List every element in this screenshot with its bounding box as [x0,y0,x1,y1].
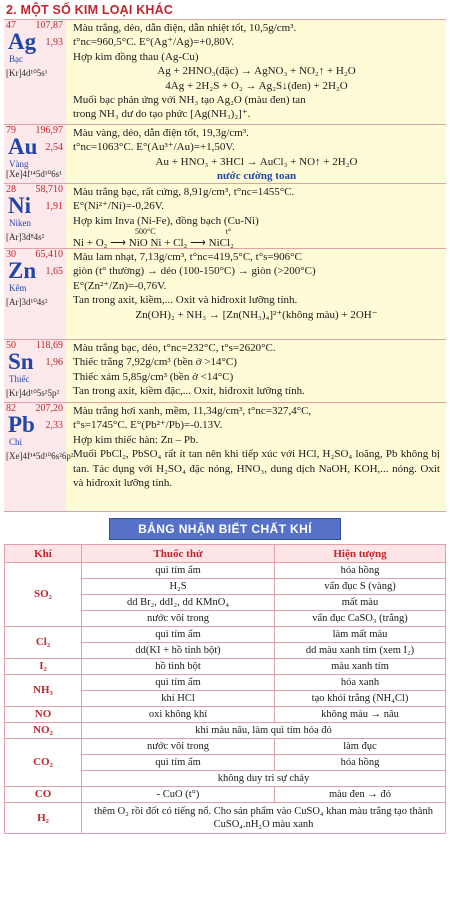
phenomenon-cell: dd màu xanh tím (xem I₂) [275,643,446,659]
merged-cell: thêm O₂ rồi đốt có tiếng nổ. Cho sản phẩm vào CuSO₄ khan màu trắng tạo thành CuSO₄.nH₂O màu xanh [82,803,446,834]
electron-config: [Kr]4d¹⁰5s¹ [6,68,48,78]
description-line: Tan trong axit, kiềm,... Oxit và hiđroxit lưỡng tính. [73,294,298,307]
header-phenomenon: Hiện tượng [275,545,446,563]
element-name: Kẽm [9,283,27,293]
electronegativity: 2,33 [45,420,63,431]
header-gas: Khí [5,545,82,563]
phenomenon-cell: màu đen → đỏ [275,787,446,803]
phenomenon-cell: tạo khói trắng (NH₄Cl) [275,691,446,707]
reagent-cell: quì tím ẩm [82,627,275,643]
description-line: t°nc=960,5°C. E°(Ag⁺/Ag)=+0,80V. [73,36,235,49]
description-line: Màu trắng bạc, rất cứng, 8,91g/cm³, t°nc=1455°C. [73,186,295,198]
atomic-mass: 65,410 [35,249,63,260]
atomic-mass: 118,69 [35,340,63,351]
electronegativity: 1,96 [45,357,63,368]
description-line: Au + HNO₃ + 3HCl → AuCl₃ + NO↑ + 2H₂O [155,155,358,168]
table-row [5,787,446,803]
phenomenon-cell: làm mất màu [275,627,446,643]
description-line: nước cường toan [216,170,297,183]
electron-config: [Xe]4f¹⁴5d¹⁰6s¹ [6,169,62,179]
section-heading: 2. MỘT SỐ KIM LOẠI KHÁC [6,3,174,17]
gas-name-cell: H₂ [5,803,82,834]
atomic-mass: 58,710 [35,184,63,195]
reagent-cell: nước vôi trong [82,611,275,627]
element-name: Vàng [9,159,29,169]
phenomenon-cell: vẩn đục CaSO₃ (trắng) [275,611,446,627]
element-description [66,20,446,124]
phenomenon-cell: làm đục [275,739,446,755]
description-line: trong NH₃ dư do tạo phức [Ag(NH₃)₂]⁺. [73,108,251,121]
description-line: Tan trong axit, kiềm đặc,... Oxit, hiđroxit lưỡng tính. [73,385,305,398]
description-line: Màu trắng hơi xanh, mềm, 11,34g/cm³, t°nc=327,4°C, [73,405,312,417]
gas-name-cell: SO₂ [5,563,82,627]
element-card [4,184,446,249]
gas-name-cell: CO₂ [5,739,82,787]
element-badge [4,20,66,124]
element-symbol: Pb [8,412,35,437]
atomic-mass: 107,87 [35,20,63,31]
gas-name-cell: NH₃ [5,675,82,707]
element-description [66,340,446,402]
element-list [4,19,446,512]
electronegativity: 2,54 [45,142,63,153]
merged-cell: không duy trì sự cháy [82,771,446,787]
element-name: Bạc [9,54,23,64]
gas-name-cell: NO₂ [5,723,82,739]
electronegativity: 1,65 [45,266,63,277]
gas-name-cell: I₂ [5,659,82,675]
electron-config: [Xe]4f¹⁴5d¹⁰6s²6p² [6,451,74,461]
atomic-number: 82 [6,403,16,414]
element-card [4,340,446,403]
element-symbol: Ag [8,29,37,54]
element-card [4,249,446,340]
element-badge [4,403,74,511]
description-line: Màu trắng, dẻo, dẫn điện, dẫn nhiệt tốt, 10,5g/cm³. [73,22,297,34]
gas-name-cell: CO [5,787,82,803]
gas-table-title: BẢNG NHẬN BIẾT CHẤT KHÍ [109,518,341,540]
description-line: Zn(OH)₂ + NH₃ → [Zn(NH₃)₄]²⁺(không màu) + 2OH⁻ [135,308,378,321]
phenomenon-cell: màu xanh tím [275,659,446,675]
element-badge [4,184,66,248]
reagent-cell: quì tím ẩm [82,675,275,691]
description-line: Muối bạc phản ứng với NH₃ tạo Ag₂O (màu đen) tan [73,94,306,107]
atomic-number: 47 [6,20,16,31]
electron-config: [Ar]3d¹⁰4s² [6,297,48,307]
description-line: E°(Ni²⁺/Ni)=-0,26V. [73,200,164,213]
gas-name-cell: NO [5,707,82,723]
reagent-cell: nước vôi trong [82,739,275,755]
element-name: Niken [9,218,31,228]
description-line: Thiếc xám 5,85g/cm³ (bền ở <14°C) [73,370,234,383]
element-description [66,249,446,339]
element-description [66,125,446,183]
phenomenon-cell: hóa hồng [275,755,446,771]
description-line: Màu lam nhạt, 7,13g/cm³, t°nc=419,5°C, t°s=906°C [73,251,302,263]
phenomenon-cell: không màu → nâu [275,707,446,723]
element-name: Thiếc [9,374,30,384]
element-symbol: Sn [8,349,34,374]
description-line: Hợp kim đồng thau (Ag-Cu) [73,50,199,63]
atomic-number: 79 [6,125,16,136]
description-line: 4Ag + 2H₂S + O₂ → Ag₂S↓(đen) + 2H₂O [165,79,348,92]
table-row [5,723,446,739]
merged-cell: khí màu nâu, làm quì tím hóa đỏ [82,723,446,739]
element-symbol: Zn [8,258,37,283]
atomic-number: 28 [6,184,16,195]
phenomenon-cell: hóa hồng [275,563,446,579]
electron-config: [Kr]4d¹⁰5s²5p² [6,388,60,398]
atomic-number: 30 [6,249,16,260]
description-line: giòn (t° thường) → dẻo (100-150°C) → giòn (>200°C) [73,265,316,278]
description-line: Ag + 2HNO₃(đặc) → AgNO₃ + NO₂↑ + H₂O [157,65,356,78]
description-line: t°nc=1063°C. E°(Au³⁺/Au)=+1,50V. [73,141,235,154]
phenomenon-cell: vẩn đục S (vàng) [275,579,446,595]
element-description [66,184,446,248]
element-badge [4,340,66,402]
element-card [4,403,446,512]
gas-name-cell: Cl₂ [5,627,82,659]
reagent-cell: quì tím ẩm [82,563,275,579]
table-row [5,627,446,643]
reagent-cell: dd Br₂, ddI₂, dd KMnO₄ [82,595,275,611]
header-reagent: Thuốc thử [82,545,275,563]
description-line: Hợp kim thiếc hàn: Zn – Pb. [73,433,199,446]
table-row [5,659,446,675]
description-line: E°(Zn²⁺/Zn)=-0,76V. [73,279,167,292]
description-line: Muối PbCl₂, PbSO₄ rất ít tan nên khi tiếp xúc với HCl, H₂SO₄ loãng, Pb không bị tan. Tác dụng với H₂SO₄ đặc nóng, HNO₃, dung dịch NaOH, KOH,... nóng. Oxit và hiđroxit lưỡng tính. [73,448,440,490]
element-badge [4,125,66,183]
element-symbol: Ni [8,193,31,218]
element-card [4,125,446,184]
reagent-cell: khí HCl [82,691,275,707]
electronegativity: 1,91 [45,201,63,212]
reagent-cell: oxi không khí [82,707,275,723]
description-line: 500°C t° [135,228,231,237]
element-description [66,403,446,511]
phenomenon-cell: hóa xanh [275,675,446,691]
table-row [5,675,446,691]
description-line: Hợp kim Inva (Ni-Fe), đồng bạch (Cu-Ni) [73,214,259,227]
description-line: Ni + O₂ ⟶ NiO Ni + Cl₂ ⟶ NiCl₂ [73,237,234,248]
reagent-cell: hồ tinh bột [82,659,275,675]
description-line: Màu trắng bạc, dẻo, t°nc=232°C, t°s=2620°C. [73,342,276,354]
description-line: t°s=1745°C. E°(Pb²⁺/Pb)=-0.13V. [73,419,223,432]
reagent-cell: H₂S [82,579,275,595]
atomic-mass: 196,97 [35,125,63,136]
element-badge [4,249,66,339]
reagent-cell: dd(KI + hồ tinh bột) [82,643,275,659]
element-name: Chì [9,437,23,447]
element-card [4,20,446,125]
table-row [5,803,446,834]
gas-identification-table [4,544,446,834]
electronegativity: 1,93 [45,37,63,48]
description-line: Màu vàng, dẻo, dẫn điện tốt, 19,3g/cm³. [73,127,249,139]
reagent-cell: quì tím ẩm [82,755,275,771]
atomic-mass: 207,20 [35,403,63,414]
phenomenon-cell: mất màu [275,595,446,611]
table-header-row [5,545,446,563]
element-symbol: Au [8,134,38,159]
table-row [5,739,446,755]
table-row [5,707,446,723]
description-line: Thiếc trắng 7,92g/cm³ (bền ở >14°C) [73,356,237,369]
reagent-cell: - CuO (t°) [82,787,275,803]
table-row [5,563,446,579]
electron-config: [Ar]3d⁸4s² [6,232,45,242]
atomic-number: 50 [6,340,16,351]
